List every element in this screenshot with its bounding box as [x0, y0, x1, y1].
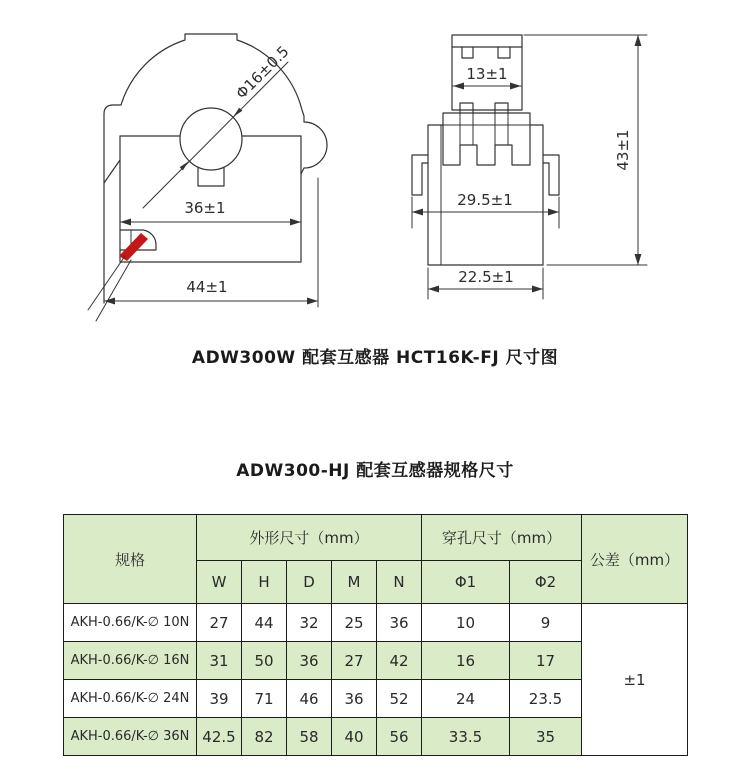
- col-header-h: H: [242, 561, 287, 604]
- front-view-drawing: [85, 10, 415, 335]
- value-cell: 46: [287, 680, 332, 718]
- value-cell: 33.5: [422, 718, 510, 756]
- rib-inner-lines: [460, 113, 508, 145]
- side-view-drawing: [395, 15, 655, 315]
- spec-model: AKH-0.66/K-∅ 16N: [64, 642, 197, 680]
- right-clip: [543, 155, 559, 195]
- value-cell: 23.5: [510, 680, 582, 718]
- table-row: [64, 604, 688, 642]
- body-width-label: 22.5±1: [458, 268, 514, 286]
- value-cell: 17: [510, 642, 582, 680]
- value-cell: 56: [377, 718, 422, 756]
- spec-model: AKH-0.66/K-∅ 24N: [64, 680, 197, 718]
- prong-left: [460, 103, 473, 113]
- left-clip: [412, 155, 428, 195]
- col-group-outer-size: 外形尺寸（mm）: [197, 515, 422, 561]
- height-label: 43±1: [614, 129, 632, 171]
- value-cell: 9: [510, 604, 582, 642]
- hole-dia-label: Φ16±0.5: [232, 42, 293, 103]
- value-cell: 50: [242, 642, 287, 680]
- col-header-spec: 规格: [64, 515, 197, 604]
- terminal-notch-right: [498, 47, 510, 58]
- top-width-label: 13±1: [466, 65, 508, 83]
- value-cell: 16: [422, 642, 510, 680]
- value-cell: 27: [197, 604, 242, 642]
- col-header-w: W: [197, 561, 242, 604]
- value-cell: 36: [332, 680, 377, 718]
- value-cell: 42.5: [197, 718, 242, 756]
- value-cell: 36: [287, 642, 332, 680]
- col-group-hole-size: 穿孔尺寸（mm）: [422, 515, 582, 561]
- col-header-phi2: Φ2: [510, 561, 582, 604]
- outer-width-label: 44±1: [186, 278, 228, 296]
- col-header-n: N: [377, 561, 422, 604]
- value-cell: 42: [377, 642, 422, 680]
- prong-right: [495, 103, 508, 113]
- value-cell: 52: [377, 680, 422, 718]
- terminal-notch-left: [462, 47, 473, 58]
- col-header-tolerance: 公差（mm）: [582, 515, 688, 604]
- value-cell: 40: [332, 718, 377, 756]
- inner-width-label: 36±1: [184, 199, 226, 217]
- value-cell: 35: [510, 718, 582, 756]
- drawing-caption: ADW300W 配套互感器 HCT16K-FJ 尺寸图: [191, 348, 559, 368]
- value-cell: 25: [332, 604, 377, 642]
- value-cell: 58: [287, 718, 332, 756]
- tolerance-value: ±1: [582, 604, 688, 756]
- value-cell: 71: [242, 680, 287, 718]
- spec-model: AKH-0.66/K-∅ 36N: [64, 718, 197, 756]
- value-cell: 10: [422, 604, 510, 642]
- table-title: ADW300-HJ 配套互感器规格尺寸: [236, 461, 514, 481]
- col-header-phi1: Φ1: [422, 561, 510, 604]
- value-cell: 39: [197, 680, 242, 718]
- front-body-outline: [104, 34, 327, 303]
- value-cell: 44: [242, 604, 287, 642]
- value-cell: 24: [422, 680, 510, 718]
- value-cell: 82: [242, 718, 287, 756]
- value-cell: 27: [332, 642, 377, 680]
- wire-red-marker: [119, 233, 148, 261]
- clip-width-label: 29.5±1: [457, 191, 513, 209]
- rib-block: [443, 113, 530, 165]
- value-cell: 31: [197, 642, 242, 680]
- value-cell: 32: [287, 604, 332, 642]
- col-header-d: D: [287, 561, 332, 604]
- spec-model: AKH-0.66/K-∅ 10N: [64, 604, 197, 642]
- value-cell: 36: [377, 604, 422, 642]
- front-wing-notch-line: [104, 160, 120, 183]
- spec-table: [63, 514, 688, 756]
- col-header-m: M: [332, 561, 377, 604]
